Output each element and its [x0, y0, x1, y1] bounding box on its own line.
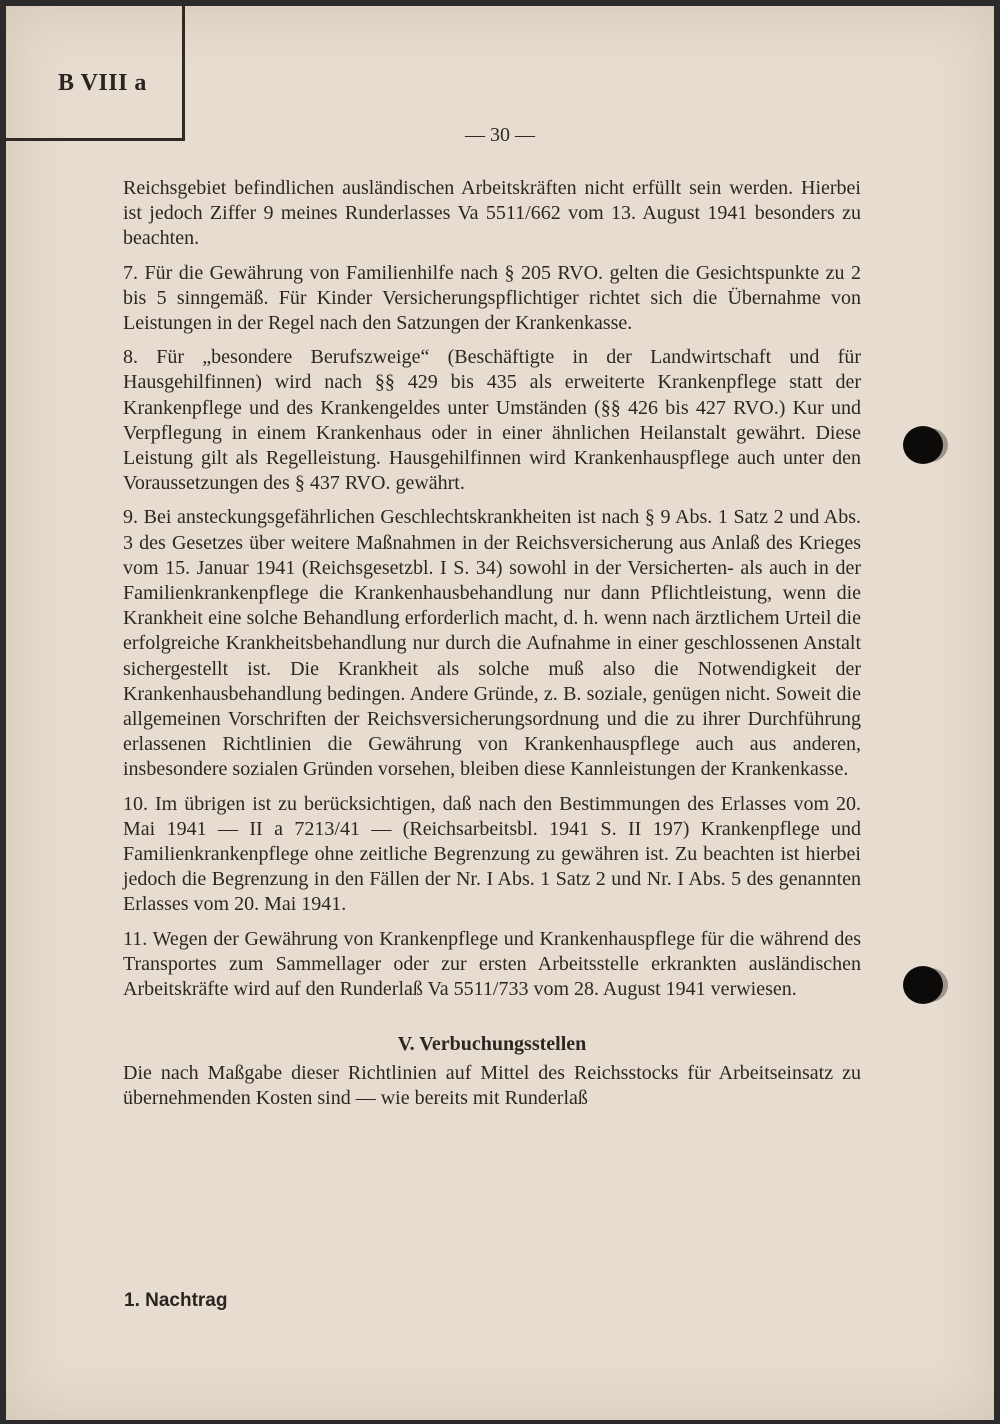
section-paragraph: Die nach Maßgabe dieser Richtlinien auf Mittel des Reichsstocks für Arbeitseinsatz zu übernehmenden Kosten sind — wie bereits mit Runderlaß [123, 1061, 861, 1109]
document-page [6, 6, 994, 1420]
section-label: B VIII a [58, 70, 147, 96]
paragraph-9: 9. Bei ansteckungsgefährlichen Geschlechtskrankheiten ist nach § 9 Abs. 1 Satz 2 und Abs. 3 des Gesetzes über weitere Maßnahmen in der Reichsversicherung aus Anlaß des Krieges vom 15. Januar 1941 (Reichsgesetzbl. I S. 34) sowohl in der Versicherten- als auch in der Familienkrankenpflege die Krankenhausbehandlung nur dann Pflichtleistung, wenn die Krankheit eine solche Behandlung erforderlich macht, d. h. wenn nach ärztlichem Urteil die erfolgreiche Krankheitsbehandlung nur durch die Aufnahme in einer geschlossenen Anstalt sichergestellt ist. Die Krankheit als solche muß also die Notwendigkeit der Krankenhausbehandlung bedingen. Andere Gründe, z. B. soziale, genügen nicht. Soweit die allgemeinen Vorschriften der Reichsversicherungsordnung und die zu ihrer Durchführung erlassenen Richtlinien die Gewährung von Krankenhauspflege auch aus anderen, insbesondere sozialen Gründen vorsehen, bleiben diese Kannleistungen der Krankenkasse. [123, 506, 861, 781]
paragraph-8: 8. Für „besondere Berufszweige“ (Beschäftigte in der Landwirtschaft und für Hausgehilfinnen) wird nach §§ 429 bis 435 als erweiterte Krankenpflege statt der Krankenpflege und des Krankengeldes unter Umständen (§§ 426 bis 427 RVO.) Kur und Verpflegung in einem Krankenhaus oder in einer ähnlichen Heilanstalt gewährt. Diese Leistung gilt als Regelleistung. Hausgehilfinnen wird Krankenhauspflege auch unter den Voraussetzungen des § 437 RVO. gewährt. [123, 346, 861, 495]
paragraph-continuation: Reichsgebiet befindlichen ausländischen Arbeitskräften nicht erfüllt sein werden. Hierbei ist jedoch Ziffer 9 meines Runderlasses Va 5511/662 vom 13. August 1941 besonders zu beachten. [123, 177, 861, 250]
section-heading: V. Verbuchungsstellen [397, 1033, 587, 1056]
paragraph-7: 7. Für die Gewährung von Familienhilfe nach § 205 RVO. gelten die Gesichtspunkte zu 2 bis 5 sinngemäß. Für Kinder Versicherungspflichtiger richtet sich die Übernahme von Leistungen in der Regel nach den Satzungen der Krankenkasse. [123, 261, 861, 335]
punch-hole-lower [903, 966, 943, 1004]
page-number: — 30 — [465, 124, 535, 146]
footer-label: 1. Nachtrag [124, 1290, 228, 1311]
paragraph-10: 10. Im übrigen ist zu berücksichtigen, daß nach den Bestimmungen des Erlasses vom 20. Mai 1941 — II a 7213/41 — (Reichsarbeitsbl. 1941 S. II 197) Krankenpflege und Familienkrankenpflege ohne zeitliche Begrenzung zu gewähren ist. Zu beachten ist hierbei jedoch die Begrenzung in den Fällen der Nr. I Abs. 1 Satz 2 und Nr. I Abs. 5 des genannten Erlasses vom 20. Mai 1941. [123, 792, 861, 916]
section-header-box [6, 6, 185, 141]
punch-hole-upper [903, 426, 943, 464]
paragraph-11: 11. Wegen der Gewährung von Krankenpflege und Krankenhauspflege für die während des Transportes zum Sammellager oder zur ersten Arbeitsstelle erkrankten ausländischen Arbeitskräfte wird auf den Runderlaß Va 5511/733 vom 28. August 1941 verwiesen. [123, 927, 861, 1001]
body-text [123, 176, 861, 1120]
